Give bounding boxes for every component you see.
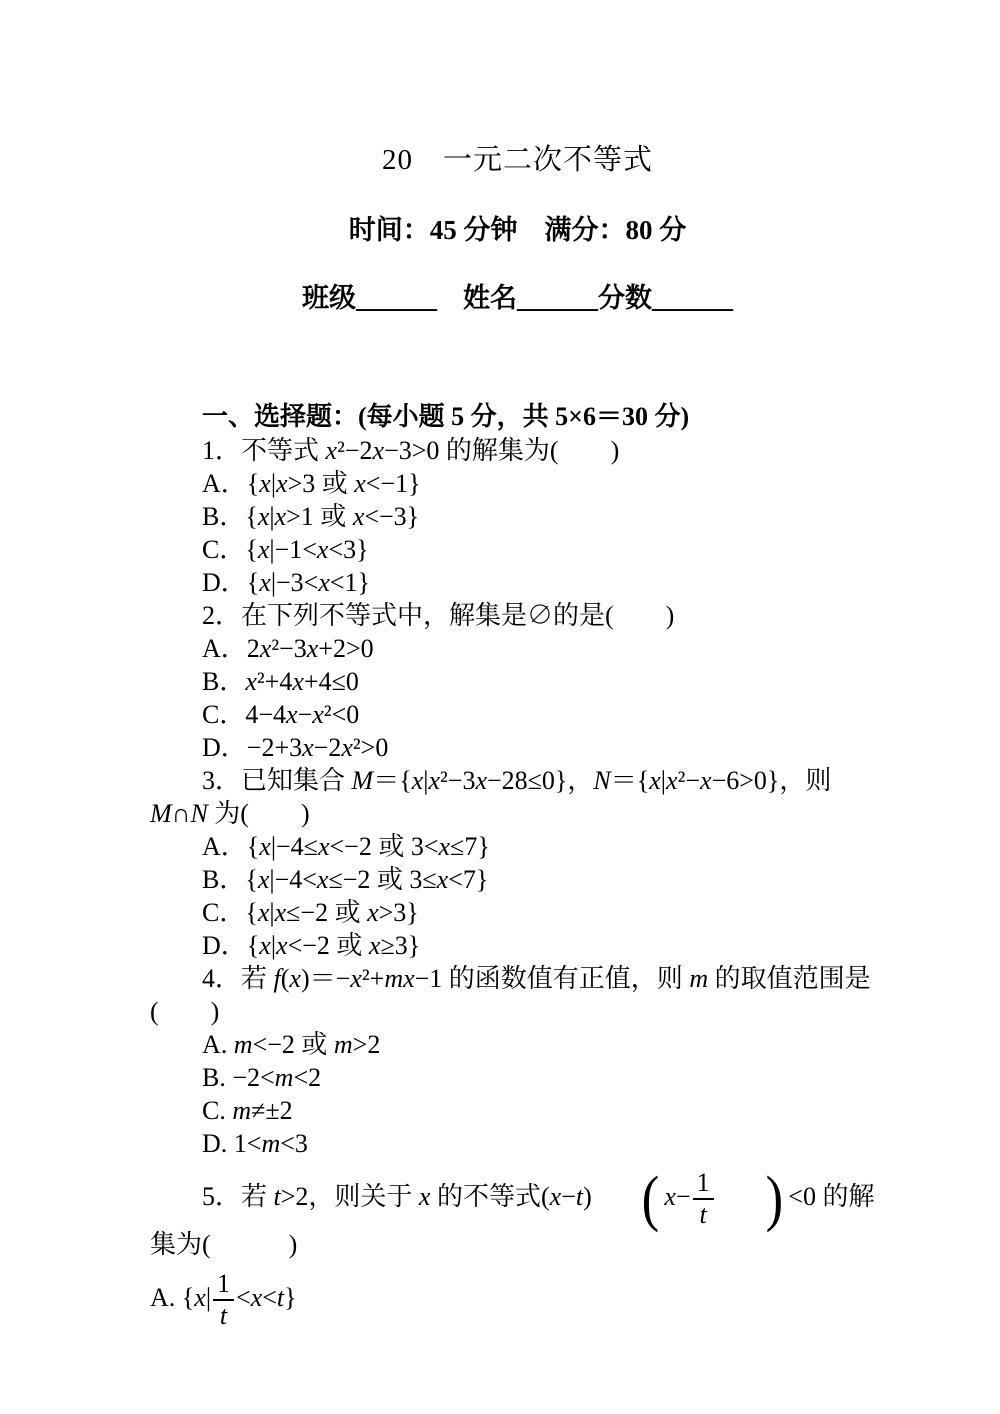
question-5-stem-text: 5．若 t>2，则关于 x 的不等式(x−t) <box>202 1181 592 1211</box>
question-1-option-d: D．{x|−3<x<1} <box>202 568 371 597</box>
question-1-option-c: C．{x|−1<x<3} <box>202 535 369 564</box>
question-3-option-d: D．{x|x<−2 或 x≥3} <box>202 931 421 960</box>
fraction-numerator: 1 <box>217 1269 231 1298</box>
question-4-option-d: D. 1<m<3 <box>202 1129 308 1158</box>
class-blank-line: ______ <box>356 283 437 313</box>
question-3-option-c: C．{x|x≤−2 或 x>3} <box>202 898 419 927</box>
question-5-stem: 5．若 t>2，则关于 x 的不等式(x−t) ( x− $\frac{1}{t}$ ) <0 的解集为( ) <box>150 1165 875 1259</box>
option-a-tail: <x<t} <box>236 1282 297 1312</box>
score-label: 分数 <box>598 283 652 313</box>
fraction-1-over-t <box>693 1170 714 1228</box>
question-2-option-d: D．−2+3x−2x²>0 <box>202 733 389 762</box>
question-4-option-c: C. m≠±2 <box>202 1096 293 1125</box>
fraction-denominator: t <box>213 1299 234 1329</box>
option-a-text: A. {x| <box>150 1282 212 1312</box>
question-4-option-b: B. −2<m<2 <box>202 1063 322 1092</box>
question-3-stem: 3．已知集合 M＝{x|x²−3x−28≤0}，N＝{x|x²−x−6>0}，则 M∩N 为( ) <box>150 766 832 828</box>
time-score-line: 时间：45 分钟 满分：80 分 <box>348 215 687 245</box>
question-1-stem: 1．不等式 x²−2x−3>0 的解集为( ) <box>202 436 620 465</box>
question-2-option-a: A．2x²−3x+2>0 <box>202 634 374 663</box>
class-label: 班级 <box>302 283 356 313</box>
student-info-line <box>150 280 885 316</box>
question-5-inner-text: x− <box>664 1181 691 1211</box>
question-3-option-b: B．{x|−4<x≤−2 或 3≤x<7} <box>202 865 489 894</box>
question-2-option-b: B．x²+4x+4≤0 <box>202 667 359 696</box>
fraction-denominator: t <box>693 1198 714 1228</box>
name-label: 姓名 <box>463 283 517 313</box>
question-5-stem-tail: <0 的解集为( ) <box>150 1181 875 1259</box>
question-5-option-a <box>150 1271 885 1329</box>
question-4-option-a: A. m<−2 或 m>2 <box>202 1030 381 1059</box>
worksheet-title: 20 一元二次不等式 <box>381 144 653 176</box>
question-3-option-a: A．{x|−4≤x<−2 或 3<x≤7} <box>202 832 490 861</box>
section-title: 一、选择题：(每小题 5 分，共 5×6＝30 分) <box>202 402 690 431</box>
name-blank-line: ______ <box>517 283 598 313</box>
question-4-stem: 4．若 f(x)＝−x²+mx−1 的函数值有正值，则 m 的取值范围是( ) <box>150 964 871 1026</box>
fraction-numerator: 1 <box>696 1168 710 1197</box>
question-2-stem: 2．在下列不等式中，解集是∅的是( ) <box>202 601 675 630</box>
question-1-option-b: B．{x|x>1 或 x<−3} <box>202 502 420 531</box>
fraction-1-over-t <box>213 1271 234 1329</box>
score-blank-line: ______ <box>652 283 733 313</box>
question-2-option-c: C．4−4x−x²<0 <box>202 700 360 729</box>
question-1-option-a: A．{x|x>3 或 x<−1} <box>202 469 421 498</box>
